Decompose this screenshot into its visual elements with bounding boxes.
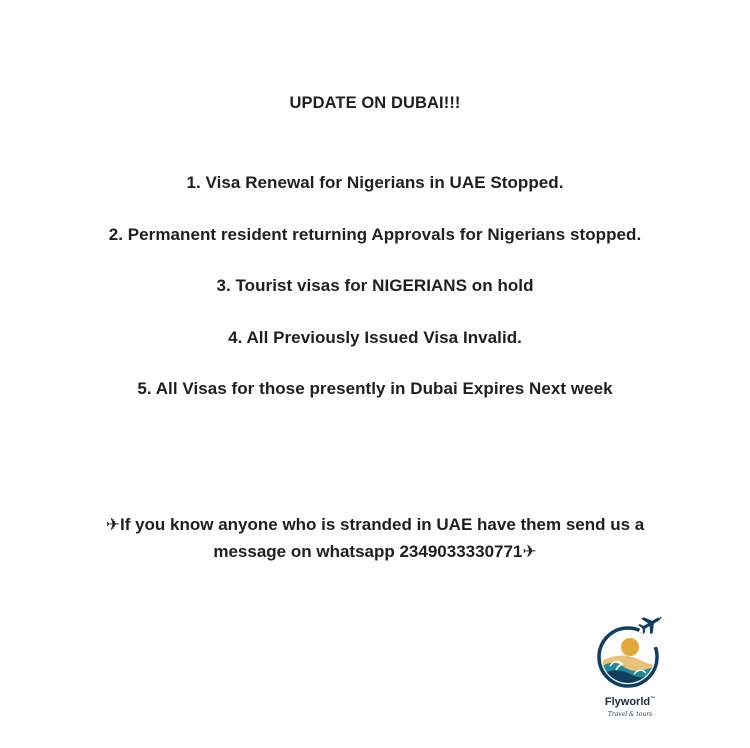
flyworld-logo <box>590 612 700 732</box>
update-item-2: 2. Permanent resident returning Approvals for Nigerians stopped. <box>108 225 642 244</box>
update-item-4: 4. All Previously Issued Visa Invalid. <box>228 328 522 347</box>
logo-brand-name: Flyworld™ <box>604 696 656 708</box>
whatsapp-callout <box>0 511 750 565</box>
logo-tagline: Travel & tours <box>607 711 653 718</box>
update-item-3: 3. Tourist visas for NIGERIANS on hold <box>216 276 534 295</box>
airplane-globe-logo-icon <box>590 612 670 694</box>
page-heading: UPDATE ON DUBAI!!! <box>289 94 461 112</box>
update-item-5: 5. All Visas for those presently in Dubai Expires Next week <box>137 379 613 398</box>
callout-line-1: ✈If you know anyone who is stranded in UAE have them send us a <box>105 515 645 534</box>
update-item-1: 1. Visa Renewal for Nigerians in UAE Stopped. <box>186 173 564 192</box>
callout-line-2: message on whatsapp 2349033330771✈ <box>213 542 537 561</box>
